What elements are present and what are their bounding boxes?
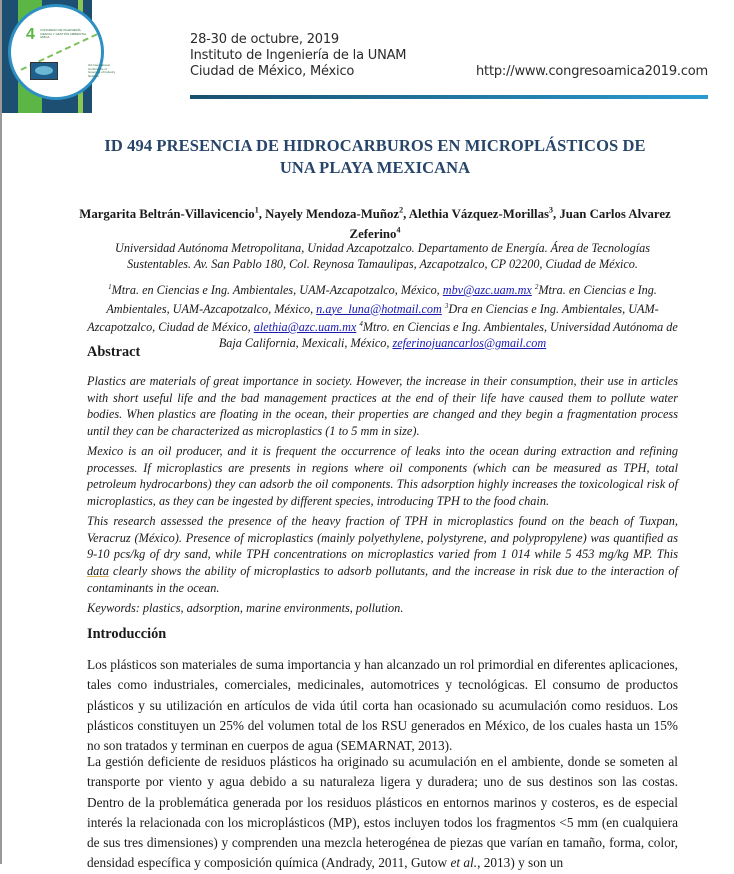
logo-number: 4 <box>26 26 35 43</box>
title-line-2: UNA PLAYA MEXICANA <box>279 158 471 177</box>
logo-bottom-text: 3rd International Conference of Greening of Industry Network <box>88 63 116 78</box>
conference-institution: Instituto de Ingeniería de la UNAM <box>190 48 407 63</box>
author: Alethia Vázquez-Morillas$^3$, <box>408 206 560 222</box>
paper-title <box>70 135 680 179</box>
email-link[interactable]: zeferinojuancarlos@gmail.com <box>392 335 547 350</box>
abstract-heading: Abstract <box>87 344 141 360</box>
title-line-1: ID 494 PRESENCIA DE HIDROCARBUROS EN MICROPLÁSTICOS DE <box>104 136 646 155</box>
intro-paragraph: Los plásticos son materiales de suma importancia y han alcanzado un rol primordial en diferentes aplicaciones, tales como industriales, comerciales, medicinales, automotrices y tecnológicas. El consumo de productos plásticos y su utilización en artículos de vida útil corta han ocasionado su acumulación como residuos. Los plásticos constituyen un 25% del volumen total de los RSU generados en México, de los cuales hasta un 15% no son tratados y terminan en cuerpos de agua (SEMARNAT, 2013). <box>87 657 678 754</box>
spellcheck-flagged-word[interactable]: data <box>87 564 109 579</box>
logo-top-text: CONGRESO DE INGENIERÍA, CIENCIA Y GESTIÓN AMBIENTAL AMICA <box>40 28 87 39</box>
keywords: Keywords: plastics, adsorption, marine environments, pollution. <box>87 601 404 615</box>
conference-date: 28-30 de octubre, 2019 <box>190 32 339 47</box>
author-notes: $^1$Mtra. en Ciencias e Ing. Ambientales, UAM-Azcapotzalco, México, mbv@azc.uam.mx $^2$Mtra. en Ciencias e Ing. Ambientales, UAM-Azcapotzalco, México, n.aye_luna@hotmail.com $^3$Dra en Ciencias e Ing. Ambientales, UAM-Azcapotzalco, Ciudad de México, alethia@azc.uam.mx $^4$Mtro. en Ciencias e Ing. Ambientales, Universidad Autónoma de Baja California, Mexicali, México, zeferinojuancarlos@gmail.com <box>87 283 678 350</box>
conference-url[interactable]: http://www.congresoamica2019.com <box>476 64 708 79</box>
author: Juan Carlos Alvarez Zeferino$^4$ <box>349 207 671 241</box>
world-map-icon <box>30 62 58 80</box>
author: Margarita Beltrán-Villavicencio$^1$, <box>79 206 266 222</box>
abstract-paragraph: Plastics are materials of great importance in society. However, the increase in their consumption, their use in articles with short useful life and the bad management practices at the end of their life have caused them to pollute water bodies. When plastics are floating in the ocean, their properties are changed and they begin a fragmentation process until they can be characterized as microplastics (1 to 5 mm in size). <box>87 374 678 439</box>
abstract-paragraph: This research assessed the presence of the heavy fraction of TPH in microplastics found on the beach of Tuxpan, Veracruz (México). Presence of microplastics (mainly polyethylene, polystyrene, and polypropylene) was quantified as 9-10 pcs/kg of dry sand, while TPH concentrations on microplastics varied from 1 014 while 5 453 mg/kg MP. This data clearly shows the ability of microplastics to adsorb pollutants, and the increase in risk due to the interaction of contaminants in the ocean. <box>87 514 678 595</box>
author-list <box>70 203 680 242</box>
introduction-heading: Introducción <box>87 626 167 642</box>
email-link[interactable]: n.aye_luna@hotmail.com <box>316 301 442 316</box>
page-left-border <box>0 0 2 864</box>
affiliation: Universidad Autónoma Metropolitana, Unidad Azcapotzalco. Departamento de Energía. Área de Tecnologías Sustentables. Av. San Pablo 180, Col. Reynosa Tamaulipas, Azcapotzalco, CP 02200, Ciudad de México. <box>115 241 650 271</box>
author: Nayely Mendoza-Muñoz$^2$, <box>265 206 409 222</box>
header-gradient-bar <box>190 95 708 99</box>
conference-city: Ciudad de México, México <box>190 64 355 79</box>
intro-paragraph: La gestión deficiente de residuos plásticos ha originado su acumulación en el ambiente, donde se someten al transporte por viento y agua debido a su naturaleza ligera y duradera; uno de sus destinos son las costas. Dentro de la problemática generada por los residuos plásticos en entornos marinos y costeros, es de especial interés la relacionada con los microplásticos (MP), estos incluyen todos los fragmentos <5 mm (en cualquiera de sus tres dimensiones) y comprenden una mezcla heterogénea de piezas que varían en tamaño, forma, color, densidad específica y composición química (Andrady, 2011, Gutow et al., 2013) y son un <box>87 754 678 871</box>
email-link[interactable]: mbv@azc.uam.mx <box>442 283 532 298</box>
conference-logo <box>8 4 104 100</box>
email-link[interactable]: alethia@azc.uam.mx <box>253 320 357 335</box>
abstract-paragraph: Mexico is an oil producer, and it is frequent the occurrence of leaks into the ocean during extraction and refining processes. If microplastics are presents in regions where oil components (which can be measured as TPH, total petroleum hydrocarbons) they can adsorb the oil components. This adsorption highly increases the toxicological risk of microplastics, as they can be ingested by different species, introducing TPH to the food chain. <box>87 444 678 509</box>
